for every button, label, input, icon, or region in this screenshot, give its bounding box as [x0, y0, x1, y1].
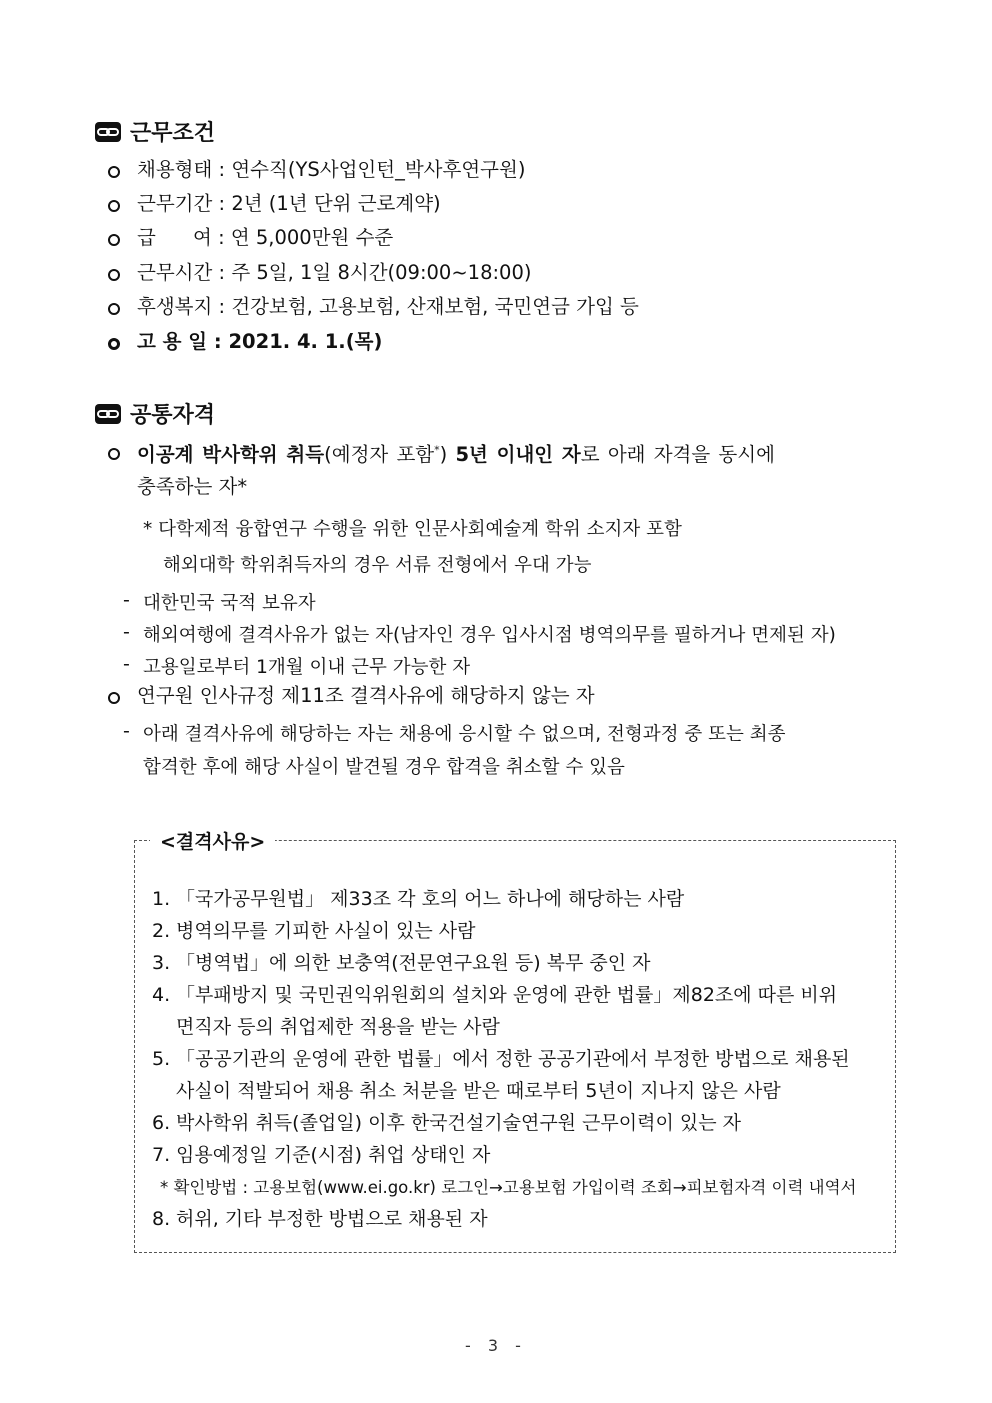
- row-label: 후생복지 :: [137, 295, 226, 318]
- regulation-note: 합격한 후에 해당 사실이 발견될 경우 합격을 취소할 수 있음: [143, 757, 625, 778]
- dash-marker: -: [123, 589, 130, 611]
- disqualification-item: [152, 1108, 741, 1135]
- page-number: - 3 -: [465, 1336, 527, 1355]
- work-condition-row: [137, 192, 441, 215]
- section-heading-work-conditions: [94, 116, 215, 147]
- disqualification-item: [152, 1140, 490, 1167]
- disqualification-item: [152, 980, 837, 1007]
- qualification-dash-item: 해외여행에 결격사유가 없는 자(남자인 경우 입사시점 병역의무를 필하거나 면제된 자): [143, 625, 836, 646]
- item-number: 6.: [152, 1112, 171, 1134]
- row-label: 급 여 :: [137, 226, 225, 249]
- disqualification-item: [152, 916, 475, 943]
- item-number: 8.: [152, 1208, 171, 1230]
- disqualification-item: [152, 948, 651, 975]
- row-value: 주 5일, 1일 8시간(09:00~18:00): [231, 261, 532, 284]
- work-condition-row: [137, 295, 639, 318]
- disqualification-item: [152, 1044, 850, 1071]
- qualification-dash-item: 고용일로부터 1개월 이내 근무 가능한 자: [143, 657, 471, 678]
- item-number: 4.: [152, 984, 171, 1006]
- qualification-dash-item: 대한민국 국적 보유자: [143, 593, 316, 614]
- disqualification-item-continued: 사실이 적발되어 채용 취소 처분을 받은 때로부터 5년이 지나지 않은 사람: [176, 1080, 781, 1102]
- section-title: 근무조건: [130, 121, 216, 146]
- row-label: 고 용 일 :: [137, 330, 222, 353]
- item-text: 허위, 기타 부정한 방법으로 채용된 자: [176, 1208, 488, 1230]
- qualification-footnote: 해외대학 학위취득자의 경우 서류 전형에서 우대 가능: [163, 555, 592, 576]
- bullet-circle: [108, 303, 120, 315]
- bullet-circle: [108, 234, 120, 246]
- work-condition-row: [137, 226, 393, 249]
- row-value: 2년 (1년 단위 근로계약): [231, 192, 441, 215]
- bullet-circle: [108, 269, 120, 281]
- work-condition-row: [137, 261, 531, 284]
- link-icon: [94, 403, 122, 425]
- qualification-main: [137, 439, 897, 467]
- row-label: 근무기간 :: [137, 192, 226, 215]
- row-value: 연수직(YS사업인턴_박사후연구원): [231, 158, 526, 181]
- item-number: 2.: [152, 920, 171, 942]
- dash-marker: -: [123, 621, 130, 643]
- disqualification-title: <결격사유>: [150, 827, 275, 854]
- disqualification-item: [152, 1204, 488, 1231]
- item-number: 5.: [152, 1048, 171, 1070]
- row-label: 채용형태 :: [137, 158, 226, 181]
- qualification-regulation: 연구원 인사규정 제11조 결격사유에 해당하지 않는 자: [137, 684, 595, 707]
- section-title: 공통자격: [130, 403, 216, 428]
- qualification-main-line2: 충족하는 자*: [137, 475, 248, 498]
- item-number: 7.: [152, 1144, 171, 1166]
- regulation-note: 아래 결격사유에 해당하는 자는 채용에 응시할 수 없으며, 전형과정 중 또는 최종: [143, 724, 786, 745]
- dash-marker: -: [123, 720, 130, 742]
- item-number: 1.: [152, 888, 171, 910]
- row-value: 연 5,000만원 수준: [230, 226, 394, 249]
- row-label: 근무시간 :: [137, 261, 226, 284]
- work-condition-row-hire-date: [137, 330, 382, 353]
- qualification-footnote: * 다학제적 융합연구 수행을 위한 인문사회예술계 학위 소지자 포함: [143, 519, 682, 540]
- bullet-circle: [108, 448, 120, 460]
- item-text: 「국가공무원법」 제33조 각 호의 어느 하나에 해당하는 사람: [176, 888, 685, 910]
- disqualification-item-continued: 면직자 등의 취업제한 적용을 받는 사람: [176, 1016, 500, 1038]
- link-icon: [94, 121, 122, 143]
- section-heading-common-qualifications: [94, 398, 215, 429]
- item-number: 3.: [152, 952, 171, 974]
- item-text: 「공공기관의 운영에 관한 법률」에서 정한 공공기관에서 부정한 방법으로 채용된: [176, 1048, 850, 1070]
- bullet-circle: [108, 692, 120, 704]
- qualification-degree: 이공계 박사학위 취득: [137, 443, 325, 466]
- bullet-circle: [108, 338, 120, 350]
- item-text: 「병역법」에 의한 보충역(전문연구요원 등) 복무 중인 자: [176, 952, 651, 974]
- qualification-tail: 로 아래 자격을 동시에: [580, 443, 775, 466]
- item-text: 「부패방지 및 국민권익위원회의 설치와 운영에 관한 법률」제82조에 따른 비위: [176, 984, 838, 1006]
- qualification-years: 5년 이내인 자: [455, 443, 581, 466]
- bullet-circle: [108, 200, 120, 212]
- qualification-note: (예정자 포함: [324, 443, 435, 466]
- row-value: 건강보험, 고용보험, 산재보험, 국민연금 가입 등: [231, 295, 639, 318]
- item-text: 박사학위 취득(졸업일) 이후 한국건설기술연구원 근무이력이 있는 자: [176, 1112, 741, 1134]
- disqualification-item: [152, 884, 684, 911]
- bullet-circle: [108, 166, 120, 178]
- dash-marker: -: [123, 653, 130, 675]
- item-text: 임용예정일 기준(시점) 취업 상태인 자: [176, 1144, 491, 1166]
- qualification-sup: *: [434, 443, 440, 457]
- qualification-paren: ): [439, 443, 456, 466]
- verification-method-note: * 확인방법 : 고용보험(www.ei.go.kr) 로그인→고용보험 가입이력 조회→피보험자격 이력 내역서: [160, 1178, 857, 1197]
- work-condition-row: [137, 158, 525, 181]
- row-value: 2021. 4. 1.(목): [228, 330, 383, 353]
- item-text: 병역의무를 기피한 사실이 있는 사람: [176, 920, 476, 942]
